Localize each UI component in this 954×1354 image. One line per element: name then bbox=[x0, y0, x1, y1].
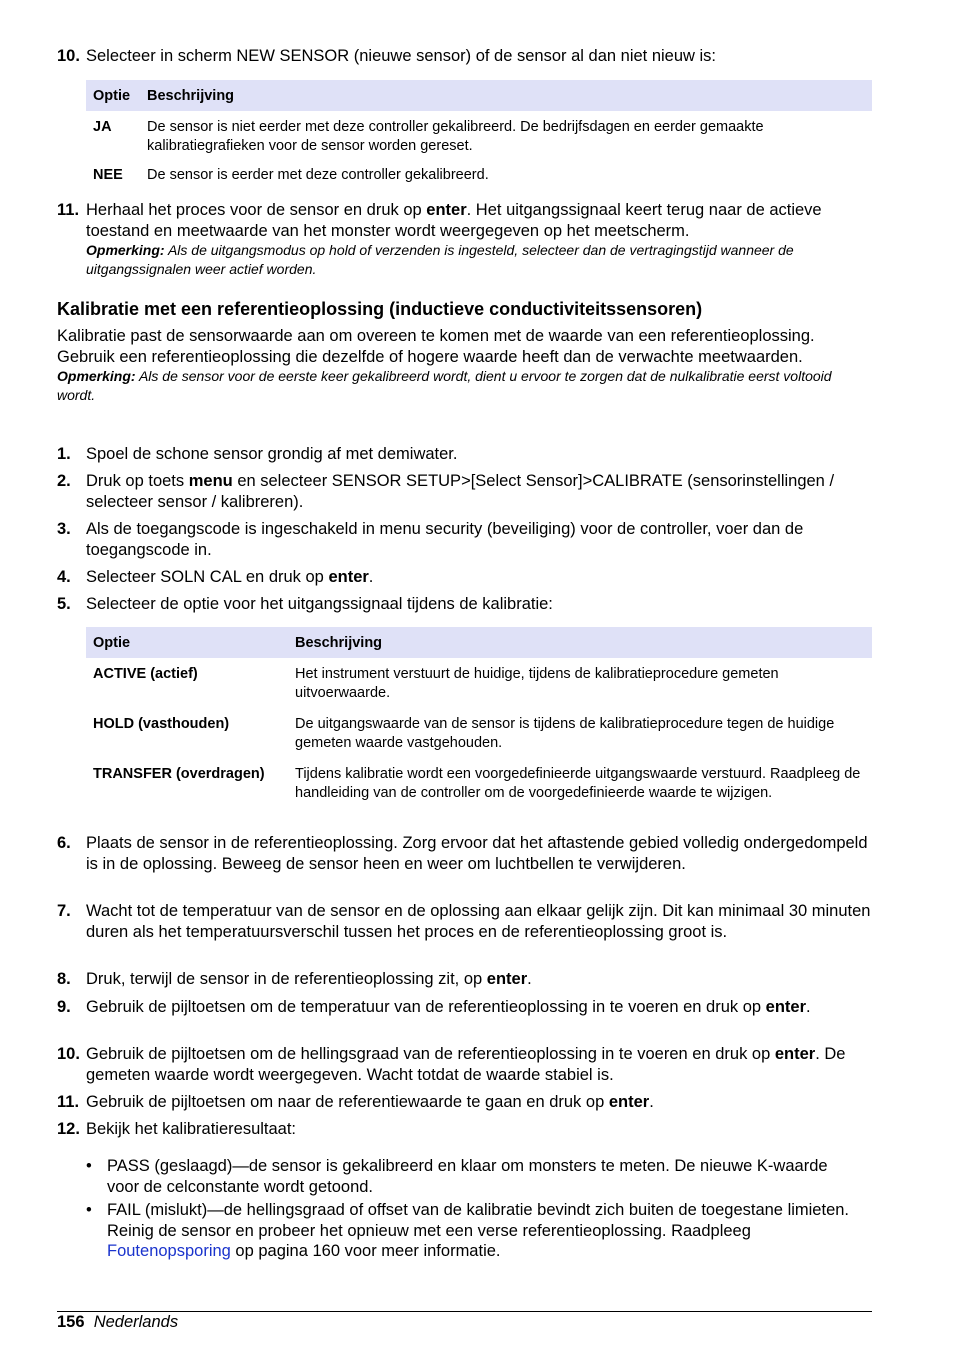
step-text bbox=[86, 567, 876, 588]
description-cell: De sensor is niet eerder met deze controller gekalibreerd. De bedrijfsdagen en eerder gemaakte kalibratiegrafieken voor de sensor worden gereset. bbox=[147, 119, 764, 154]
step-number: 9. bbox=[57, 998, 71, 1016]
text-fragment: Druk, terwijl de sensor in de referentieoplossing zit, op bbox=[86, 970, 487, 988]
step-number: 3. bbox=[57, 520, 71, 538]
step-text bbox=[86, 519, 876, 560]
option-cell: NEE bbox=[93, 167, 123, 183]
text-fragment: en selecteer SENSOR SETUP>[Select Sensor]>CALIBRATE (sensorinstellingen / selecteer sensor / kalibreren). bbox=[86, 472, 835, 511]
step-number: 8. bbox=[57, 970, 71, 988]
note-label: Opmerking: bbox=[86, 242, 165, 258]
table-row bbox=[86, 658, 872, 708]
page-footer bbox=[57, 1312, 178, 1332]
description-cell: Het instrument verstuurt de huidige, tijdens de kalibratieprocedure gemeten uitvoerwaarde. bbox=[295, 666, 779, 701]
text-fragment: Wacht tot de temperatuur van de sensor en de oplossing aan elkaar gelijk zijn. Dit kan minimaal 30 minuten duren als het temperatuursverschil tussen het proces en de referentieoplossing groot is. bbox=[86, 902, 871, 941]
table-header-row bbox=[86, 80, 872, 111]
step-number: 1. bbox=[57, 445, 71, 463]
step-text bbox=[86, 833, 876, 874]
step-number: 10. bbox=[57, 47, 80, 65]
option-cell: HOLD (vasthouden) bbox=[93, 716, 230, 732]
intro-text: Kalibratie past de sensorwaarde aan om overeen te komen met de waarde van een referentieoplossing. Gebruik een referentieoplossing die dezelfde of hogere waarde heeft dan de verwachte meetwaarden. bbox=[57, 327, 815, 366]
step-number: 12. bbox=[57, 1120, 80, 1138]
section-heading: Kalibratie met een referentieoplossing (inductieve conductiviteitssensoren) bbox=[57, 299, 703, 319]
option-cell: TRANSFER (overdragen) bbox=[93, 766, 265, 782]
text-fragment: . De gemeten waarde wordt weergegeven. Wacht totdat de waarde stabiel is. bbox=[86, 1045, 846, 1084]
step-text: Selecteer in scherm NEW SENSOR (nieuwe sensor) of de sensor al dan niet nieuw is: bbox=[86, 47, 717, 65]
step-number: 2. bbox=[57, 472, 71, 490]
table-header-option: Optie bbox=[86, 627, 288, 658]
text-fragment: Gebruik de pijltoetsen om de hellingsgraad van de referentieoplossing in te voeren en druk op bbox=[86, 1045, 775, 1063]
table-header-description: Beschrijving bbox=[140, 80, 872, 111]
text-fragment: Plaats de sensor in de referentieoplossing. Zorg ervoor dat het aftastende gebied volledig ondergedompeld is in de oplossing. Beweeg de sensor heen en weer om luchtbellen te verwijderen. bbox=[86, 834, 868, 873]
text-fragment: . bbox=[527, 970, 532, 988]
step-number: 10. bbox=[57, 1045, 80, 1063]
step-text bbox=[86, 200, 876, 278]
step-number: 11. bbox=[57, 1093, 80, 1111]
text-fragment: Bekijk het kalibratieresultaat: bbox=[86, 1120, 297, 1138]
table-header-option: Optie bbox=[86, 80, 140, 111]
table-row bbox=[86, 111, 872, 161]
key-name: enter bbox=[486, 970, 528, 988]
option-cell: JA bbox=[93, 119, 112, 135]
table-row bbox=[86, 708, 872, 758]
bullet-text: PASS (geslaagd)—de sensor is gekalibreerd en klaar om monsters te meten. De nieuwe K-waarde voor de celconstante wordt getoond. bbox=[107, 1157, 828, 1196]
text-fragment: op pagina 160 voor meer informatie. bbox=[230, 1242, 501, 1260]
text-fragment: . bbox=[806, 998, 811, 1016]
text-fragment: . Het uitgangssignaal keert terug naar de actieve toestand en meetwaarde van het monster wordt weergegeven op het meetscherm. bbox=[86, 201, 822, 240]
description-cell: De sensor is eerder met deze controller gekalibreerd. bbox=[147, 167, 489, 183]
note bbox=[86, 241, 876, 278]
step-text bbox=[86, 1092, 876, 1113]
text-fragment: Selecteer SOLN CAL en druk op bbox=[86, 568, 329, 586]
description-cell: De uitgangswaarde van de sensor is tijdens de kalibratieprocedure tegen de huidige gemeten waarde vastgehouden. bbox=[295, 716, 835, 751]
text-fragment: Gebruik de pijltoetsen om de temperatuur van de referentieoplossing in te voeren en druk op bbox=[86, 998, 766, 1016]
key-name: menu bbox=[188, 472, 233, 490]
step-number: 11. bbox=[57, 201, 80, 219]
step-text bbox=[86, 594, 876, 615]
key-name: enter bbox=[426, 201, 467, 219]
option-cell: ACTIVE (actief) bbox=[93, 666, 198, 682]
note-text: Als de uitgangsmodus op hold of verzenden is ingesteld, selecteer dan de vertragingstijd wanneer de uitgangssignalen weer actief worden. bbox=[86, 242, 794, 277]
table-header-description: Beschrijving bbox=[288, 627, 872, 658]
text-fragment: Selecteer de optie voor het uitgangssignaal tijdens de kalibratie: bbox=[86, 595, 553, 613]
troubleshooting-link[interactable]: Foutenopsporing bbox=[107, 1242, 231, 1260]
footer-language: Nederlands bbox=[93, 1313, 179, 1331]
step-text bbox=[86, 1044, 876, 1085]
bullet-text bbox=[107, 1200, 857, 1262]
table-header-row bbox=[86, 627, 872, 658]
key-name: enter bbox=[328, 568, 369, 586]
text-fragment: FAIL (mislukt)—de hellingsgraad of offset van de kalibratie bevindt zich buiten de toegestane limieten. Reinig de sensor en probeer het opnieuw met een verse referentieoplossing. Raadpleeg bbox=[107, 1201, 850, 1240]
text-fragment: . bbox=[649, 1093, 654, 1111]
note bbox=[57, 367, 872, 404]
step-text bbox=[86, 969, 876, 990]
step-text bbox=[86, 901, 876, 942]
text-fragment: . bbox=[368, 568, 374, 586]
key-name: enter bbox=[765, 998, 807, 1016]
key-name: enter bbox=[608, 1093, 650, 1111]
options-table-output-signal bbox=[86, 627, 872, 823]
description-cell: Tijdens kalibratie wordt een voorgedefinieerde uitgangswaarde verstuurd. Raadpleeg de handleiding van de controller om de voorgedefinieerde waarde te wijzigen. bbox=[295, 766, 861, 801]
section-intro bbox=[57, 326, 872, 404]
table-row bbox=[86, 758, 872, 823]
page-number: 156 bbox=[57, 1313, 85, 1331]
step-number: 6. bbox=[57, 834, 71, 852]
bullet-dot: • bbox=[86, 1157, 92, 1175]
footer-divider bbox=[57, 1311, 872, 1312]
text-fragment: Druk op toets bbox=[86, 472, 189, 490]
key-name: enter bbox=[774, 1045, 816, 1063]
step-number: 7. bbox=[57, 902, 71, 920]
step-text bbox=[86, 471, 876, 512]
step-text bbox=[86, 444, 876, 465]
text-fragment: Als de toegangscode is ingeschakeld in menu security (beveiliging) voor de controller, voer dan de toegangscode in. bbox=[86, 520, 804, 559]
note-text: Als de sensor voor de eerste keer gekalibreerd wordt, dient u ervoor te zorgen dat de nulkalibratie eerst voltooid wordt. bbox=[57, 368, 832, 403]
table-row bbox=[86, 161, 872, 192]
bullet-dot: • bbox=[86, 1201, 92, 1219]
step-text bbox=[86, 997, 876, 1018]
options-table-new-sensor bbox=[86, 80, 872, 192]
text-fragment: Gebruik de pijltoetsen om naar de referentiewaarde te gaan en druk op bbox=[86, 1093, 609, 1111]
step-text bbox=[86, 1119, 876, 1140]
step-number: 5. bbox=[57, 595, 71, 613]
note-label: Opmerking: bbox=[57, 368, 136, 384]
text-fragment: Spoel de schone sensor grondig af met demiwater. bbox=[86, 445, 458, 463]
text-fragment: Herhaal het proces voor de sensor en druk op bbox=[86, 201, 427, 219]
step-number: 4. bbox=[57, 568, 71, 586]
